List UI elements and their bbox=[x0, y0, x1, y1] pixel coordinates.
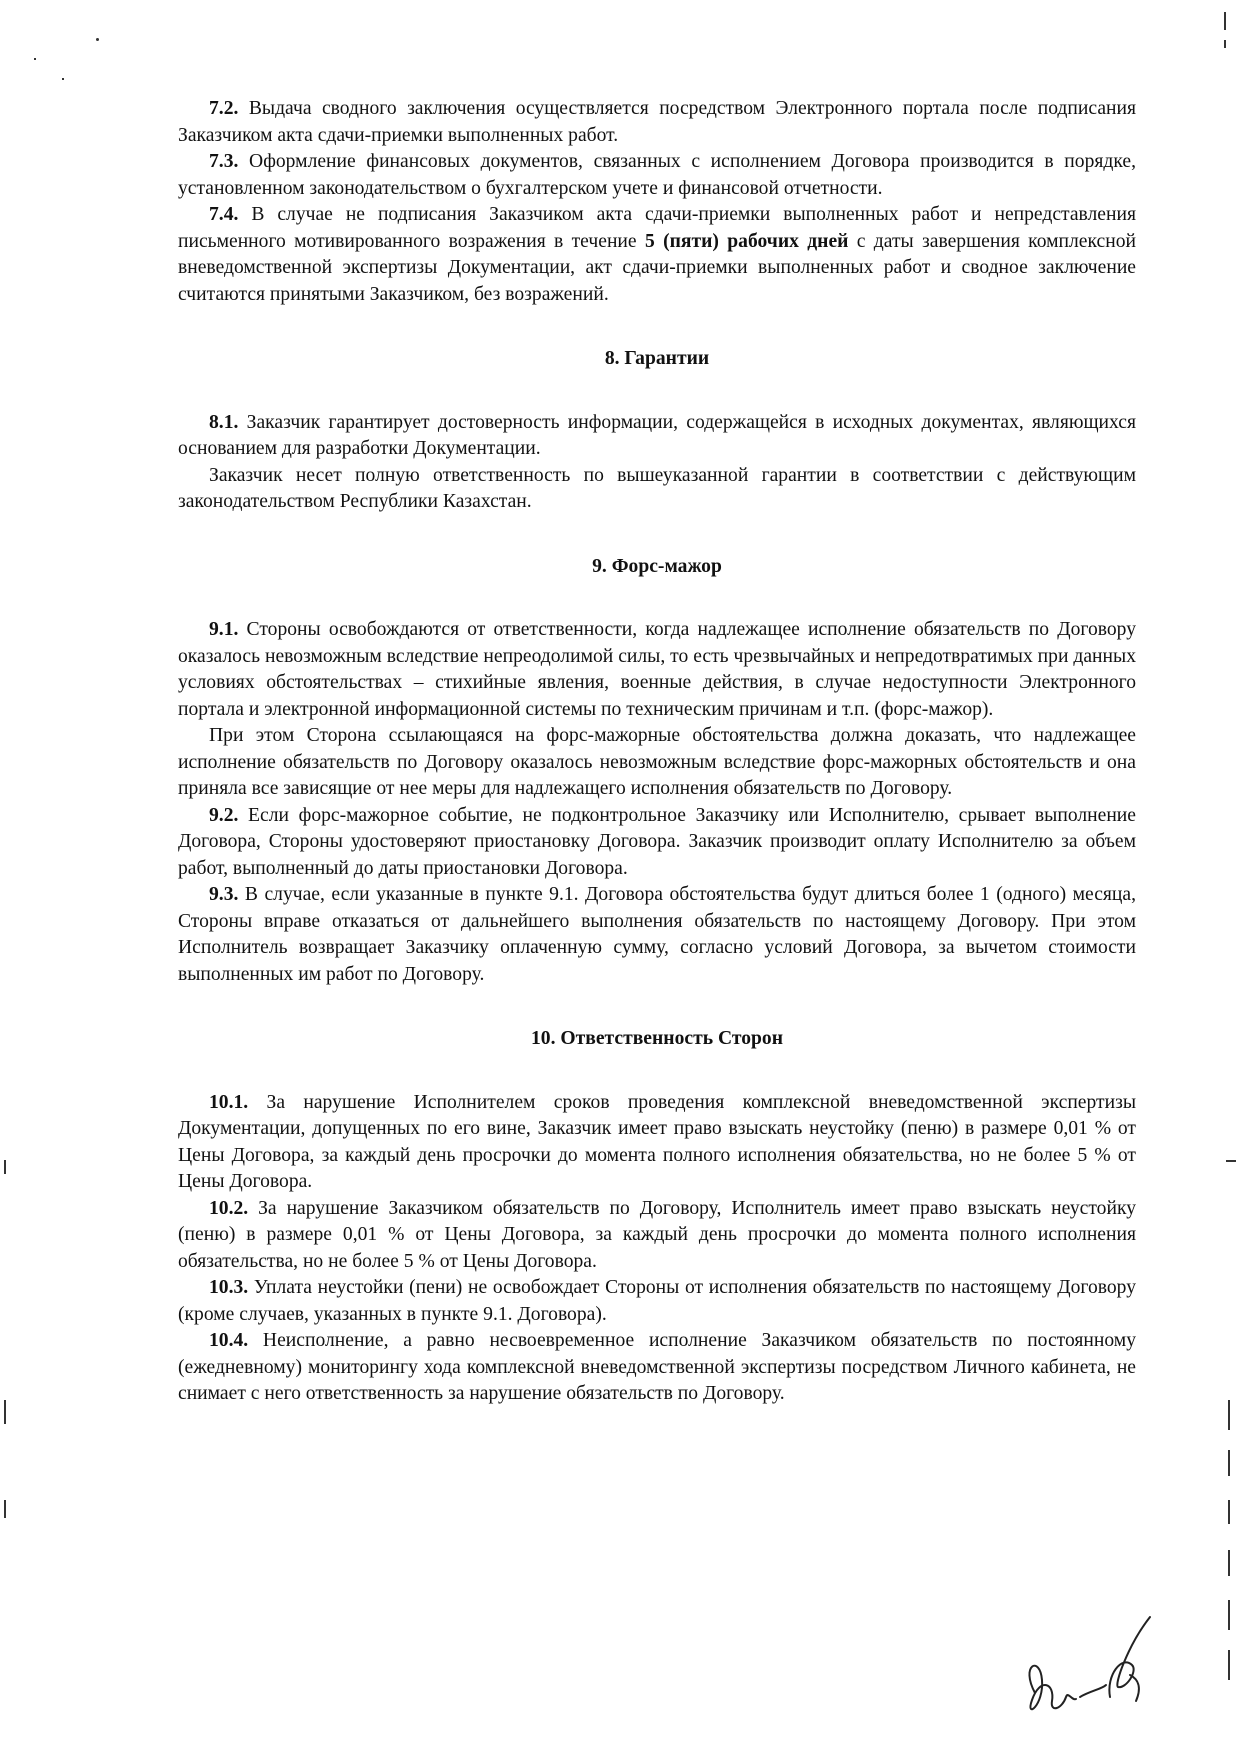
clause-text: Неисполнение, а равно несвоевременное исполнение Заказчиком обязательств по постоянному (ежедневному) мониторингу хода комплексной вневедомственной экспертизы посредством Личного кабинета, не снимает с него ответственность за нарушение обязательств по Договору. bbox=[178, 1330, 1136, 1404]
clause-10-2 bbox=[178, 1196, 1136, 1276]
scan-speck bbox=[62, 78, 64, 80]
clause-text: Уплата неустойки (пени) не освобождает Стороны от исполнения обязательств по настоящему Договору (кроме случаев, указанных в пункте 9.1. Договора). bbox=[178, 1277, 1136, 1325]
clause-number: 9.3. bbox=[209, 884, 239, 905]
clause-7-2 bbox=[178, 96, 1136, 149]
clause-number: 7.2. bbox=[209, 98, 239, 119]
deadline-emphasis: 5 (пяти) рабочих дней bbox=[644, 230, 849, 252]
clause-10-4 bbox=[178, 1328, 1136, 1408]
clause-8-1-cont: Заказчик несет полную ответственность по вышеуказанной гарантии в соответствии с действующим законодательством Республики Казахстан. bbox=[178, 464, 1136, 512]
scan-speck bbox=[4, 1160, 6, 1174]
clause-number: 7.4. bbox=[209, 204, 239, 225]
clause-8-1 bbox=[178, 410, 1136, 463]
clause-10-1 bbox=[178, 1090, 1136, 1196]
scan-edge-marks bbox=[1216, 0, 1240, 1754]
section-heading-8: 8. Гарантии bbox=[604, 348, 710, 369]
clause-text: Оформление финансовых документов, связанных с исполнением Договора производится в порядке, установленном законодательством о бухгалтерском учете и финансовой отчетности. bbox=[178, 151, 1136, 199]
document-page bbox=[178, 96, 1136, 1408]
signature-mark bbox=[1010, 1605, 1165, 1730]
clause-9-2 bbox=[178, 803, 1136, 883]
clause-number: 10.1. bbox=[209, 1091, 249, 1113]
clause-text: За нарушение Заказчиком обязательств по Договору, Исполнитель имеет право взыскать неустойку (пеню) в размере 0,01 % от Цены Договора, за каждый день просрочки до момента полного исполнения обязательства, но не более 5 % от Цены Договора. bbox=[178, 1197, 1136, 1272]
scan-speck bbox=[4, 1500, 6, 1518]
clause-9-1 bbox=[178, 617, 1136, 723]
clause-7-3 bbox=[178, 149, 1136, 202]
section-heading-10: 10. Ответственность Сторон bbox=[531, 1028, 783, 1049]
clause-text: За нарушение Исполнителем сроков проведения комплексной вневедомственной экспертизы Документации, допущенных по его вине, Заказчик имеет право взыскать неустойку (пеню) в размере 0,01 % от Цены Договора, за каждый день просрочки до момента полного исполнения обязательства, но не более 5 % от Цены Договора. bbox=[178, 1091, 1136, 1192]
clause-number: 10.2. bbox=[209, 1197, 249, 1219]
clause-10-3 bbox=[178, 1275, 1136, 1328]
clause-number: 9.1. bbox=[209, 619, 239, 640]
clause-number: 8.1. bbox=[209, 411, 239, 433]
clause-text: В случае не подписания Заказчиком акта сдачи-приемки выполненных работ и непредставления письменного мотивированного возражения в течение bbox=[178, 204, 1136, 252]
clause-text: Стороны освобождаются от ответственности, когда надлежащее исполнение обязательств по Договору оказалось невозможным вследствие непреодолимой силы, то есть чрезвычайных и непредотвратимых при данных условиях обстоятельствах – стихийные явления, военные действия, в случае недоступности Электронного портала и электронной информационной системы по техническим причинам и т.п. (форс-мажор). bbox=[178, 619, 1136, 720]
clause-text: с даты завершения комплексной вневедомственной экспертизы Документации, акт сдачи-приемки выполненных работ и сводное заключение считаются принятыми Заказчиком, без возражений. bbox=[178, 230, 1136, 305]
scan-speck bbox=[4, 1400, 6, 1424]
section-heading-9: 9. Форс-мажор bbox=[592, 555, 722, 577]
clause-9-1-cont: При этом Сторона ссылающаяся на форс-мажорные обстоятельства должна доказать, что надлежащее исполнение обязательств по Договору оказалось невозможным вследствие форс-мажорных обстоятельств и она приняла все зависящие от нее меры для надлежащего исполнения обязательств по Договору. bbox=[178, 725, 1136, 799]
clause-7-4 bbox=[178, 202, 1136, 308]
clause-9-3 bbox=[178, 882, 1136, 988]
clause-text: Заказчик гарантирует достоверность информации, содержащейся в исходных документах, являющихся основанием для разработки Документации. bbox=[178, 411, 1136, 459]
clause-number: 10.3. bbox=[209, 1277, 249, 1298]
scan-speck bbox=[34, 58, 36, 60]
clause-number: 7.3. bbox=[209, 151, 239, 172]
clause-text: Если форс-мажорное событие, не подконтрольное Заказчику или Исполнителю, срывает выполнение Договора, Стороны удостоверяют приостановку Договора. Заказчик производит оплату Исполнителю за объем работ, выполненный до даты приостановки Договора. bbox=[178, 804, 1136, 879]
clause-text: Выдача сводного заключения осуществляется посредством Электронного портала после подписания Заказчиком акта сдачи-приемки выполненных работ. bbox=[178, 98, 1136, 146]
clause-number: 9.2. bbox=[209, 804, 239, 826]
scan-speck bbox=[96, 38, 99, 41]
clause-number: 10.4. bbox=[209, 1330, 249, 1351]
clause-text: В случае, если указанные в пункте 9.1. Договора обстоятельства будут длиться более 1 (одного) месяца, Стороны вправе отказаться от дальнейшего выполнения обязательств по настоящему Договору. При этом Исполнитель возвращает Заказчику оплаченную сумму, согласно условий Договора, за вычетом стоимости выполненных им работ по Договору. bbox=[178, 884, 1136, 985]
